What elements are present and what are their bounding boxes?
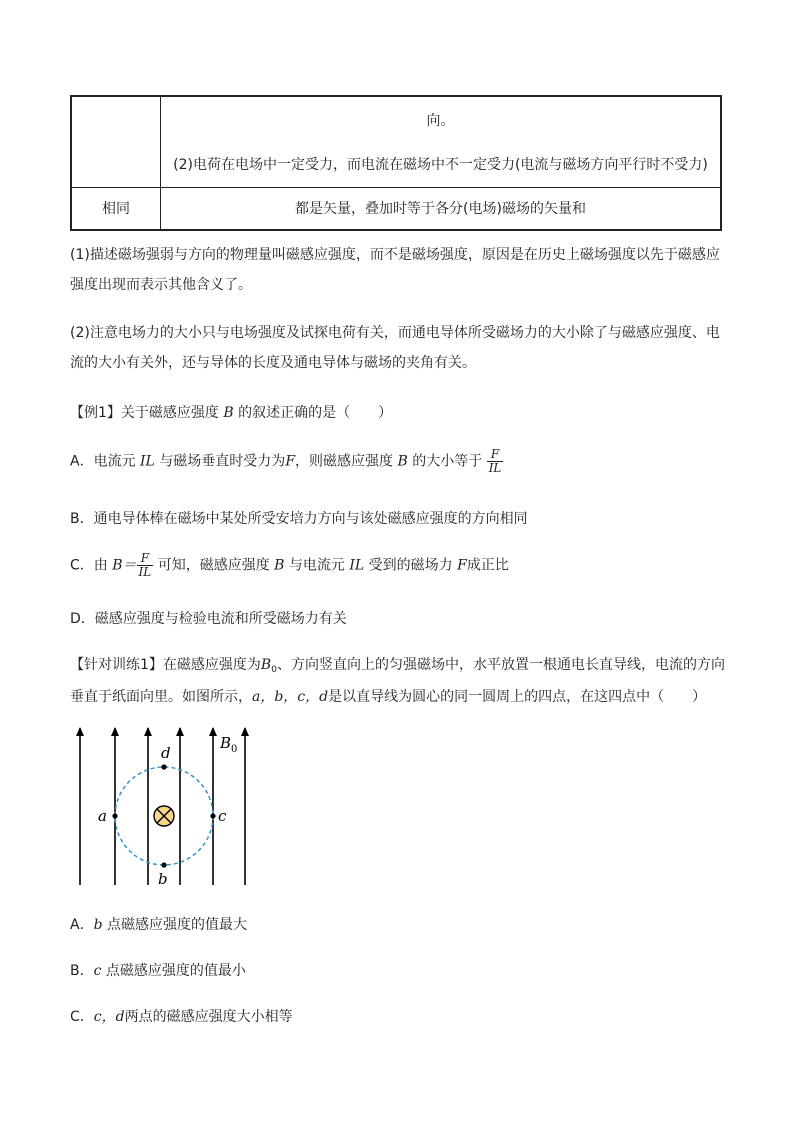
- option-b-var: c: [93, 963, 102, 979]
- option-c-text-2: 可知，磁感应强度: [157, 557, 270, 574]
- label-a: a: [98, 807, 107, 825]
- option-c-var-f: F: [457, 557, 467, 574]
- comparison-table: [70, 95, 722, 231]
- training-1-var-b: B: [260, 657, 272, 673]
- point-c-dot: [210, 813, 215, 818]
- option-a-var-b: B: [397, 453, 408, 470]
- wire-into-page-icon: [154, 806, 174, 826]
- training-1-line-1: [70, 654, 725, 675]
- note-2-line-2: 流的大小有关外，还与导体的长度及通电导体与磁场的夹角有关。: [70, 355, 476, 371]
- example-1-bracket: 【例1】: [70, 405, 121, 421]
- training-1-option-b: [70, 960, 246, 980]
- example-1-stem-post: 的叙述正确的是（ ）: [238, 405, 393, 421]
- option-a-text-1: 电流元: [93, 453, 136, 470]
- training-1-points: a，b，c，d: [252, 689, 329, 705]
- training-1-text-2: 、方向竖直向上的匀强磁场中，水平放置一根通电长直导线，电流的方向: [276, 657, 725, 673]
- option-c-letter: C．: [70, 557, 94, 574]
- label-b0-subscript: 0: [231, 744, 238, 755]
- option-a-text-3: ，则磁感应强度: [295, 453, 394, 470]
- label-b0-main: B: [220, 734, 232, 752]
- option-c-var-il: IL: [349, 557, 365, 574]
- option-c-var: c，d: [93, 1009, 125, 1025]
- example-1-option-d: [70, 608, 347, 628]
- fraction-numerator: F: [137, 552, 154, 566]
- table-row: [71, 96, 721, 187]
- training-1-option-c: [70, 1006, 293, 1026]
- option-c-equation-lhs: B＝: [112, 557, 137, 574]
- option-c-text: 两点的磁感应强度大小相等: [124, 1009, 293, 1025]
- training-1-text-1: 在磁感应强度为: [162, 657, 261, 673]
- option-a-var-f: F: [285, 453, 296, 470]
- example-1-var-b: B: [223, 405, 234, 421]
- fraction-denominator: IL: [138, 565, 152, 579]
- option-a-var-il: IL: [140, 453, 155, 470]
- option-d-text: 磁感应强度与检验电流和所受磁场力有关: [94, 611, 347, 627]
- point-b-dot: [161, 862, 166, 867]
- example-1-option-a: [70, 448, 503, 475]
- difference-line-1: 向。: [426, 112, 455, 129]
- example-1-option-b: [70, 508, 528, 528]
- row-label-same: 相同: [71, 187, 161, 230]
- option-b-text: 点磁感应强度的值最小: [105, 963, 246, 979]
- training-1-line-2: [70, 686, 706, 706]
- fraction-numerator: F: [487, 448, 504, 462]
- training-1-line-2-pre: 垂直于纸面向里。如图所示，: [70, 689, 252, 705]
- option-b-letter: B．: [70, 963, 94, 979]
- training-1-var-b-subscript: 0: [271, 665, 277, 675]
- option-c-text-4: 受到的磁场力: [368, 557, 453, 574]
- option-c-text-1: 由: [93, 557, 108, 574]
- note-2-line-1: (2)注意电场力的大小只与电场强度及试探电荷有关，而通电导体所受磁场力的大小除了与磁感应强度、电: [70, 325, 720, 341]
- example-1-stem: [70, 402, 392, 422]
- difference-line-2: (2)电荷在电场中一定受力，而电流在磁场中不一定受力(电流与磁场方向平行时不受力): [173, 156, 708, 173]
- point-a-dot: [112, 813, 117, 818]
- table-row: [71, 187, 721, 230]
- label-c: c: [218, 807, 227, 825]
- label-b: b: [158, 870, 168, 888]
- example-1-option-c: [70, 552, 509, 579]
- example-1-stem-pre: 关于磁感应强度: [120, 405, 219, 421]
- training-1-line-2-post: 是以直导线为圆心的同一圆周上的四点，在这四点中（ ）: [328, 689, 707, 705]
- option-a-fraction: [487, 448, 504, 475]
- same-cell: 都是矢量，叠加时等于各分(电场)磁场的矢量和: [161, 187, 722, 230]
- difference-cell: [161, 96, 722, 187]
- option-a-letter: A．: [70, 453, 94, 470]
- row-label-empty: [71, 96, 161, 187]
- option-c-var-b: B: [274, 557, 285, 574]
- option-b-text: 通电导体棒在磁场中某处所受安培力方向与该处磁感应强度的方向相同: [93, 511, 528, 527]
- note-1-line-1: (1)描述磁场强弱与方向的物理量叫磁感应强度，而不是磁场强度，原因是在历史上磁场强度以先于磁感应: [70, 247, 720, 263]
- training-1-option-a: [70, 914, 247, 934]
- training-1-bracket: 【针对训练1】: [70, 657, 163, 673]
- note-1-line-2: 强度出现而表示其他含义了。: [70, 277, 252, 293]
- option-a-text-2: 与磁场垂直时受力为: [159, 453, 286, 470]
- option-c-fraction: [137, 552, 154, 579]
- option-b-letter: B．: [70, 511, 94, 527]
- option-c-text-3: 与电流元: [288, 557, 345, 574]
- magnetic-field-figure: [60, 722, 260, 892]
- point-d-dot: [161, 764, 166, 769]
- option-a-var: b: [93, 917, 103, 933]
- option-a-text-4: 的大小等于: [412, 453, 483, 470]
- option-a-text: 点磁感应强度的值最大: [107, 917, 247, 933]
- option-c-text-5: 成正比: [466, 557, 509, 574]
- option-a-letter: A．: [70, 917, 94, 933]
- label-d: d: [161, 744, 171, 762]
- option-d-letter: D．: [70, 611, 95, 627]
- option-c-letter: C．: [70, 1009, 94, 1025]
- label-b0: [219, 734, 237, 755]
- fraction-denominator: IL: [488, 461, 502, 475]
